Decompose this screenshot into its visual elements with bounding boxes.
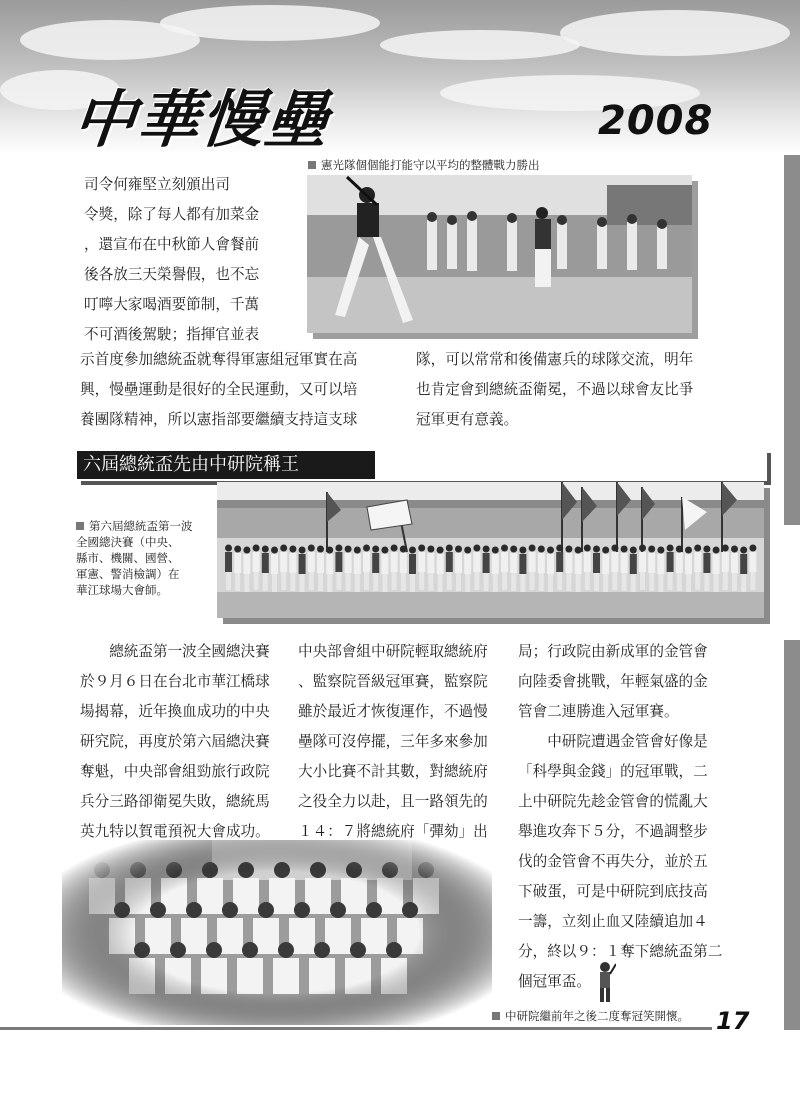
article2-column-3b: 上中研院先趁金管會的慌亂大 舉進攻奔下５分，不過調整步 伐的金管會不再失分，並於五 下破蛋，可是中研院到底技高 一籌，立刻止血又陸續追加４ 分，終以９：１奪下總統盃第二 個冠軍盃。 <box>518 793 723 990</box>
photo-batter-swinging <box>307 175 692 333</box>
article1-right-column: 隊，可以常常和後備憲兵的球隊交流，明年 也肯定會到總統盃衛冕，不過以球會友比爭 冠軍更有意義。 <box>416 351 694 428</box>
section-heading: 六屆總統盃先由中研院稱王 <box>77 451 375 479</box>
photo-opening-ceremony <box>217 482 764 618</box>
softball-mascot-icon <box>594 960 616 1004</box>
caption-bullet-icon <box>308 161 316 169</box>
article2-column-3a: 局；行政院由新成軍的金管會 向陸委會挑戰，年輕氣盛的金 管會二連勝進入冠軍賽。 中研院遭遇金管會好像是 「科學與金錢」的冠軍戰，二 <box>518 643 708 780</box>
article2-column-1: 總統盃第一波全國總決賽 於９月６日在台北市華江橋球 場揭幕，近年換血成功的中央 研究院，再度於第六屆總決賽 奪魁，中央部會組勁旅行政院 兵分三路卻衛冕失敗，總統馬 英九特以賀電預祝大會成功。 <box>80 643 270 840</box>
magazine-logo: 中華慢壘 <box>69 83 334 156</box>
caption-bullet-icon <box>492 1012 500 1020</box>
footer-rule <box>0 1027 712 1030</box>
article1-left-column: 示首度參加總統盃就奪得軍憲組冠軍實在高 興，慢壘運動是很好的全民運動，又可以培 養團隊精神，所以憲指部要繼續支持這支球 <box>80 351 358 428</box>
issue-year: 2008 <box>598 98 714 144</box>
page-number: 17 <box>716 1007 750 1035</box>
photo1-caption: 憲光隊個個能打能守以平均的整體戰力勝出 <box>308 157 778 173</box>
caption-bullet-icon <box>76 522 84 530</box>
photo2-caption: 第六屆總統盃第一波 全國總決賽（中央、 縣市、機關、國營、 軍憲、警消檢調）在 華江球場大會師。 <box>76 519 193 597</box>
article1-narrow-column: 司令何雍堅立刻頒出司 令獎，除了每人都有加菜金 ，還宣布在中秋節人會餐前 後各放三天榮譽假，也不忘 叮嚀大家喝酒要節制，千萬 不可酒後駕駛；指揮官並表 <box>84 176 260 343</box>
photo3-caption: 中研院繼前年之後二度奪冠笑開懷。 <box>492 1008 722 1024</box>
side-bar-bottom <box>784 640 800 1030</box>
photo-team-celebration <box>62 840 492 1025</box>
section-heading-box <box>77 449 767 481</box>
article2-column-2: 中央部會組中研院輕取總統府 、監察院晉級冠軍賽，監察院 雖於最近才恢復運作，不過慢 壘隊可沒停擺，三年多來參加 大小比賽不計其數，對總統府 之役全力以赴，且一路領先的 １４：７將總統府「彈劾」出 <box>298 643 488 840</box>
side-bar-top <box>784 155 800 525</box>
